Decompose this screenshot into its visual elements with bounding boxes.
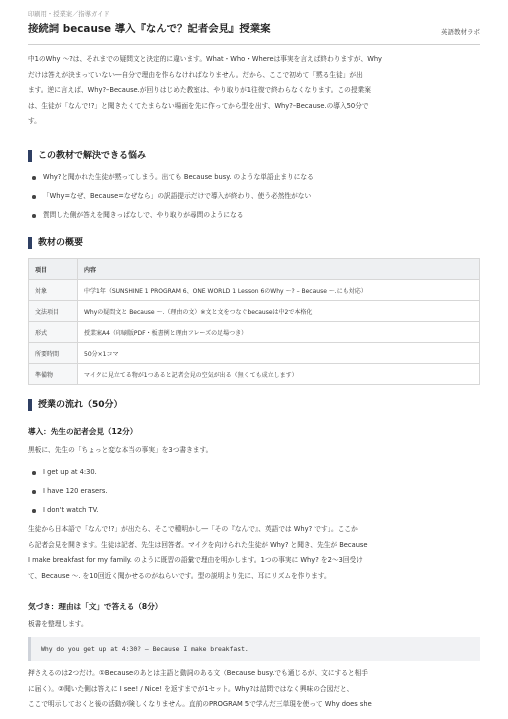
- list-item: I don't watch TV.: [28, 501, 480, 520]
- intro-step-heading: 導入：先生の記者会見（12分）: [28, 427, 138, 436]
- problems-heading: この教材で解決できる悩み: [28, 149, 146, 163]
- intro-line: す。: [28, 117, 41, 126]
- column-header-item: 項目: [29, 259, 78, 280]
- facts-list: [28, 463, 480, 520]
- paragraph-line: 生徒から日本語で「なんで!?」が出たら、そこで種明かし―「その『なんで』、英語では Why? です」。ここか: [28, 525, 358, 533]
- header-divider: [28, 44, 480, 45]
- paragraph-line: I make breakfast for my family. のように既習の語彙で理由を明かします。1つの事実に Why? を2～3回受け: [28, 556, 363, 564]
- row-value: 50分×1コマ: [78, 343, 480, 364]
- intro-paragraph: [28, 52, 480, 130]
- paragraph-line: て、Because ～. を10回近く聞かせるのがねらいです。型の説明より先に、耳にリズムを作ります。: [28, 571, 331, 580]
- step-paragraph: [28, 522, 480, 584]
- row-label: 所要時間: [29, 343, 78, 364]
- problems-list: [28, 168, 480, 225]
- row-label: 準備物: [29, 364, 78, 385]
- board-example: Why do you get up at 4:30? – Because I make breakfast.: [28, 637, 480, 661]
- notice-step-text: 板書を整理します。: [28, 620, 88, 628]
- step-paragraph: [28, 666, 480, 713]
- column-header-content: 内容: [78, 259, 480, 280]
- table-row: [29, 322, 480, 343]
- table-row: [29, 364, 480, 385]
- list-item: Why?と聞かれた生徒が黙ってしまう。出ても Because busy. のような単語止まりになる: [28, 168, 480, 187]
- paragraph-line: ここで明示しておくと後の活動が険しくなりません。直前のPROGRAM 5で学んだ三単現を使って Why does she: [28, 700, 372, 708]
- breadcrumb: 印刷用・授業案／指導ガイド: [28, 11, 110, 18]
- intro-line: だけは答えが決まっていない―自分で理由を作らなければなりません。だから、ここで初めて「黙る生徒」が出: [28, 70, 363, 79]
- intro-line: は、生徒が「なんで!?」と聞きたくてたまらない場面を先に作ってから型を出す、Why?–Because.の導入50分で: [28, 101, 369, 110]
- row-label: 形式: [29, 322, 78, 343]
- paragraph-line: 押さえるのは2つだけ。①Becauseのあとは主語と動詞のある文（Because busy.でも通じるが、文にすると相手: [28, 669, 368, 677]
- table-header-row: [29, 259, 480, 280]
- overview-heading: 教材の概要: [28, 236, 83, 250]
- overview-table: [28, 258, 480, 385]
- table-row: [29, 280, 480, 301]
- list-item: 「Why=なぜ、Because=なぜなら」の訳語提示だけで導入が終わり、使う必然性がない: [28, 187, 480, 206]
- paragraph-line: ら記者会見を開きます。生徒は記者、先生は回答者。マイクを向けられた生徒が Why? と聞き、先生が Because: [28, 540, 368, 549]
- intro-step-text: 黒板に、先生の「ちょっと変な本当の事実」を3つ書きます。: [28, 446, 213, 454]
- row-value: 授業案A4（印刷版PDF・板書例と理由フレーズの足場つき）: [78, 322, 480, 343]
- row-value: 中学1年（SUNSHINE 1 PROGRAM 6、ONE WORLD 1 Lesson 6のWhy ～? – Because ～.にも対応）: [78, 280, 480, 301]
- table-row: [29, 343, 480, 364]
- page-title: 接続詞 because 導入『なんで？記者会見』授業案: [28, 23, 271, 35]
- table-row: [29, 301, 480, 322]
- notice-step-heading: 気づき：理由は「文」で答える（8分）: [28, 602, 163, 611]
- row-value: Whyの疑問文と Because ～.（理由の文）※文と文をつなぐbecauseは中2で本格化: [78, 301, 480, 322]
- row-label: 対象: [29, 280, 78, 301]
- intro-line: 中1のWhy ～?は、それまでの疑問文と決定的に違います。What・Who・Whereは事実を言えば終わりますが、Why: [28, 55, 383, 63]
- brand-name: 英語教材ラボ: [441, 28, 480, 36]
- list-item: 質問した側が答えを聞きっぱなしで、やり取りが尋問のようになる: [28, 206, 480, 225]
- intro-line: ます。逆に言えば、Why?–Because.が回りはじめた教室は、やり取りが1往復で終わらなくなります。この授業案: [28, 86, 371, 95]
- row-value: マイクに見立てる物が1つあると記者会見の空気が出る（無くても成立します）: [78, 364, 480, 385]
- flow-heading: 授業の流れ（50分）: [28, 398, 123, 412]
- row-label: 文法項目: [29, 301, 78, 322]
- list-item: I get up at 4:30.: [28, 463, 480, 482]
- paragraph-line: に届く）。②聞いた側は答えに I see! / Nice! を返すまでが1セット。Why?は詰問ではなく興味の合図だと、: [28, 684, 354, 693]
- list-item: I have 120 erasers.: [28, 482, 480, 501]
